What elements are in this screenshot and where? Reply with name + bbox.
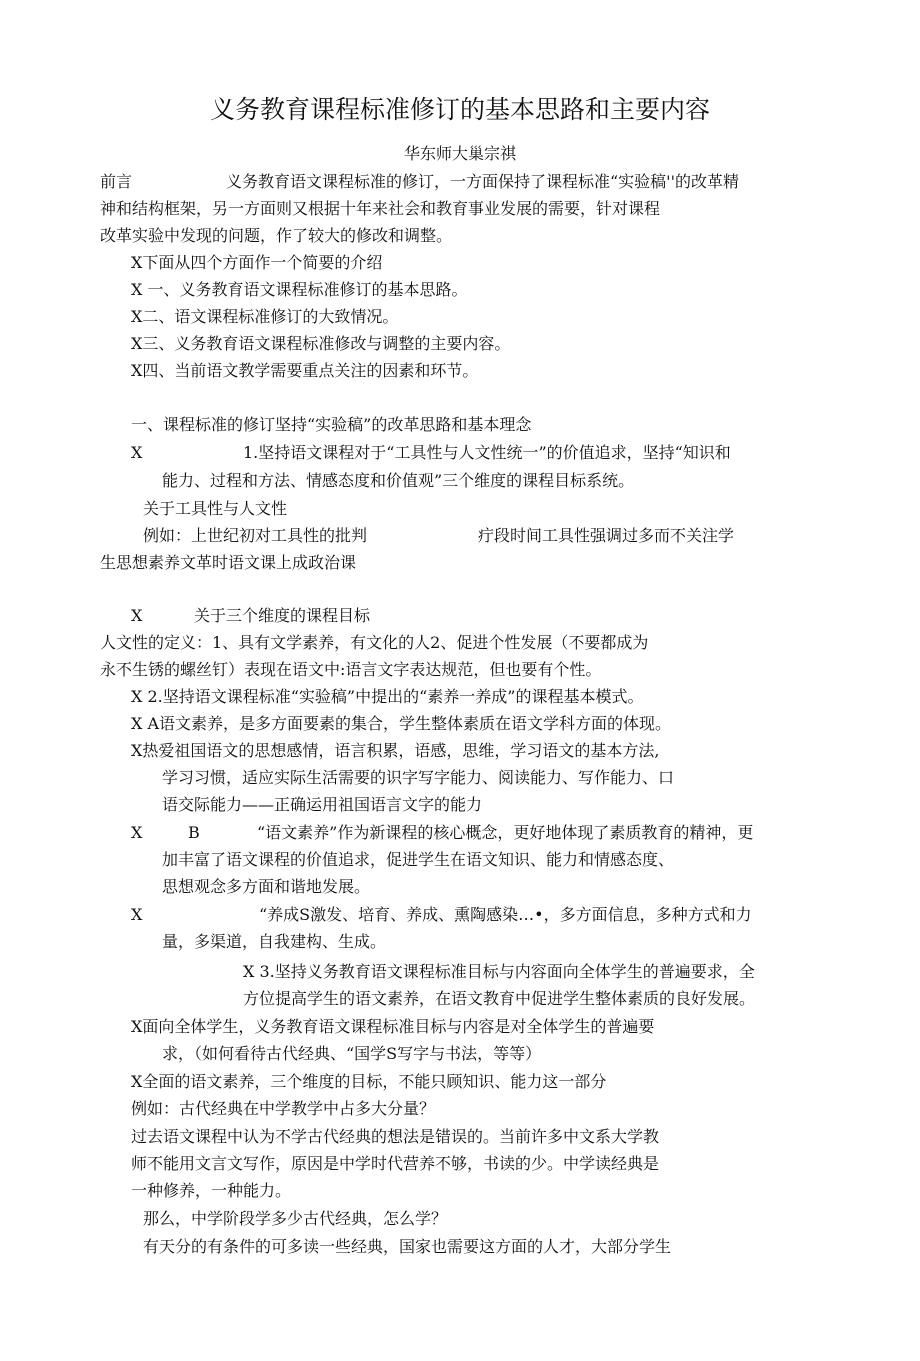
body-line: 语交际能力——正确运用祖国语言文字的能力: [162, 795, 483, 814]
body-line: 改革实验中发现的问题，作了较大的修改和调整。: [100, 226, 453, 245]
document-title: 义务教育课程标准修订的基本思路和主要内容: [209, 95, 710, 124]
body-line-segment: “语文素养”作为新课程的核心概念，更好地体现了素质教育的精神，更: [257, 823, 754, 842]
body-line: X 一、义务教育语文课程标准修订的基本思路。: [131, 280, 468, 299]
body-line: 方位提高学生的语文素养，在语文教育中促进学生整体素质的良好发展。: [243, 989, 756, 1008]
body-line-segment: 例如：上世纪初对工具性的批判: [143, 526, 368, 545]
body-line-segment: X: [131, 905, 143, 924]
body-line: X下面从四个方面作一个简要的介绍: [131, 253, 383, 272]
body-line: X 2.坚持语文课程标准“实验稿”中提出的“素养一养成”的课程基本模式。: [131, 687, 644, 706]
body-line: X四、当前语文教学需要重点关注的因素和环节。: [131, 361, 479, 380]
body-line: 学习习惯，适应实际生活需要的识字写字能力、阅读能力、写作能力、口: [162, 768, 675, 787]
body-line: X二、语文课程标准修订的大致情况。: [131, 307, 399, 326]
body-line-segment: 关于三个维度的课程目标: [194, 606, 371, 625]
body-line: 例如：古代经典在中学教学中占多大分量？: [131, 1099, 436, 1118]
body-line-segment: 1.坚持语文课程对于“工具性与人文性统一”的价值追求，坚持“知识和: [243, 443, 731, 462]
body-line: X热爱祖国语文的思想感情，语言积累，语感，思维，学习语文的基本方法,: [131, 741, 660, 760]
body-line-segment: “养成S激发、培育、养成、熏陶感染…•，多方面信息，多种方式和力: [259, 905, 752, 924]
body-line-segment: X: [131, 443, 143, 462]
body-line-segment: B: [188, 823, 200, 842]
body-line-segment: 前言: [100, 172, 133, 191]
body-line: 神和结构框架，另一方面则又根据十年来社会和教育事业发展的需要，针对课程: [100, 199, 661, 218]
body-line: 永不生锈的螺丝钉）表现在语文中:语言文字表达规范，但也要有个性。: [100, 660, 602, 679]
body-line: X三、义务教育语文课程标准修改与调整的主要内容。: [131, 334, 511, 353]
body-line: 那么，中学阶段学多少古代经典，怎么学？: [143, 1209, 448, 1228]
body-line: 有天分的有条件的可多读一些经典，国家也需要这方面的人才，大部分学生: [143, 1237, 672, 1256]
body-line-segment: X: [131, 606, 143, 625]
body-line: X面向全体学生，义务教育语文课程标准目标与内容是对全体学生的普遍要: [131, 1017, 655, 1036]
body-line: X全面的语文素养，三个维度的目标，不能只顾知识、能力这一部分: [131, 1072, 607, 1091]
body-line: 能力、过程和方法、情感态度和价值观”三个维度的课程目标系统。: [162, 471, 635, 490]
body-line-segment: 义务教育语文课程标准的修订，一方面保持了课程标准“实验稿''的改革精: [226, 172, 739, 191]
body-line: X 3.坚持义务教育语文课程标准目标与内容面向全体学生的普遍要求，全: [243, 962, 755, 981]
body-line: 过去语文课程中认为不学古代经典的想法是错误的。当前许多中文系大学教: [131, 1127, 660, 1146]
body-line: 生思想素养文革时语文课上成政治课: [100, 553, 357, 572]
body-line: 人文性的定义：1、具有文学素养，有文化的人2、促进个性发展（不要都成为: [100, 633, 649, 652]
author-line: 华东师大巢宗祺: [403, 144, 516, 163]
body-line: 求，（如何看待古代经典、“国学S写字与书法，等等）: [162, 1044, 542, 1063]
body-line: 关于工具性与人文性: [143, 499, 288, 518]
body-line-segment: X: [131, 823, 143, 842]
body-line: X A语文素养，是多方面要素的集合，学生整体素质在语文学科方面的体现。: [131, 714, 672, 733]
body-line: 师不能用文言文写作，原因是中学时代营养不够，书读的少。中学读经典是: [131, 1154, 660, 1173]
body-line: 量，多渠道，自我建构、生成。: [162, 932, 387, 951]
body-line-segment: 疔段时间工具性强调过多而不关注学: [478, 526, 735, 545]
body-line: 思想观念多方面和谐地发展。: [162, 877, 371, 896]
body-line: 加丰富了语文课程的价值追求，促进学生在语文知识、能力和情感态度、: [162, 850, 675, 869]
body-line: 一种修养，一种能力。: [131, 1181, 292, 1200]
body-line: 一、课程标准的修订坚持“实验稿”的改革思路和基本理念: [131, 415, 532, 434]
